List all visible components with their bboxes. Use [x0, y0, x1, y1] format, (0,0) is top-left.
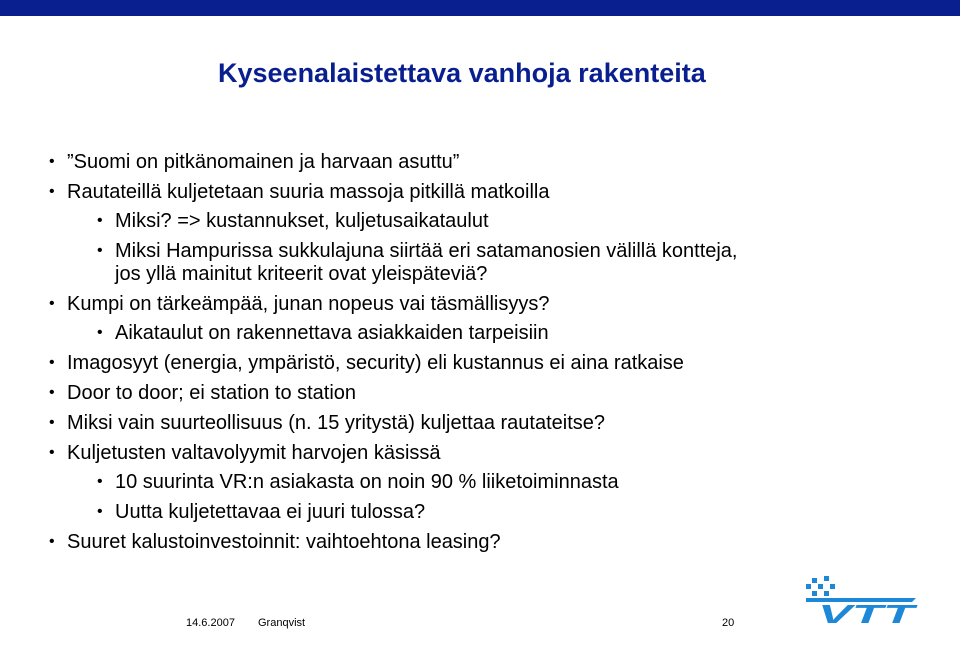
bullet-item	[49, 150, 460, 174]
bullet-item	[49, 292, 550, 316]
bullet-item	[97, 500, 426, 524]
bullet-text: Aikataulut on rakennettava asiakkaiden tarpeisiin	[115, 322, 549, 344]
bullet-item	[97, 321, 549, 345]
footer-date: 14.6.2007	[186, 617, 235, 629]
bullet-text: 10 suurinta VR:n asiakasta on noin 90 % liiketoiminnasta	[115, 471, 619, 493]
bullet-item	[97, 470, 619, 494]
footer-author: Granqvist	[258, 617, 306, 629]
bullet-dot-icon: •	[97, 503, 103, 520]
bullet-item	[97, 239, 738, 263]
bullet-text: ”Suomi on pitkänomainen ja harvaan asuttu”	[67, 151, 460, 173]
bullet-item	[97, 209, 489, 233]
bullet-dot-icon: •	[49, 153, 55, 170]
bullet-item	[49, 530, 501, 554]
bullet-dot-icon: •	[97, 473, 103, 490]
bullet-dot-icon: •	[49, 384, 55, 401]
bullet-text: Miksi vain suurteollisuus (n. 15 yritystä) kuljettaa rautateitse?	[67, 412, 606, 434]
bullet-item	[49, 351, 684, 375]
bullet-text: Kumpi on tärkeämpää, junan nopeus vai täsmällisyys?	[67, 293, 550, 315]
slide-title: Kyseenalaistettava vanhoja rakenteita	[218, 58, 706, 88]
bullet-text: Suuret kalustoinvestoinnit: vaihtoehtona leasing?	[67, 531, 501, 553]
bullet-item	[49, 411, 606, 435]
bullet-dot-icon: •	[97, 242, 103, 259]
bullet-text: Imagosyyt (energia, ympäristö, security) eli kustannus ei aina ratkaise	[67, 352, 684, 374]
bullet-dot-icon: •	[49, 414, 55, 431]
bullet-text: Uutta kuljetettavaa ei juuri tulossa?	[115, 501, 426, 523]
bullet-text: Kuljetusten valtavolyymit harvojen käsissä	[67, 442, 441, 464]
bullet-dot-icon: •	[49, 444, 55, 461]
bullet-text: Door to door; ei station to station	[67, 382, 357, 404]
bullet-dot-icon: •	[97, 324, 103, 341]
top-color-bar	[0, 0, 960, 16]
bullet-dot-icon: •	[49, 183, 55, 200]
bullet-item	[49, 180, 550, 204]
bullet-item	[49, 441, 441, 465]
bullet-text: Miksi Hampurissa sukkulajuna siirtää eri satamanosien välillä kontteja,	[115, 240, 738, 262]
bullet-text: Rautateillä kuljetetaan suuria massoja pitkillä matkoilla	[67, 181, 550, 203]
bullet-dot-icon: •	[49, 354, 55, 371]
bullet-item	[49, 381, 357, 405]
bullet-dot-icon: •	[97, 212, 103, 229]
logo-lettering: VTT	[818, 599, 919, 626]
footer-page-number: 20	[722, 617, 735, 629]
bullet-dot-icon: •	[49, 295, 55, 312]
vtt-logo	[806, 576, 922, 626]
bullet-text: Miksi? => kustannukset, kuljetusaikataulut	[115, 210, 489, 232]
bullet-continuation	[115, 262, 487, 286]
bullet-text: jos yllä mainitut kriteerit ovat yleispäteviä?	[115, 263, 488, 285]
bullet-dot-icon: •	[49, 533, 55, 550]
